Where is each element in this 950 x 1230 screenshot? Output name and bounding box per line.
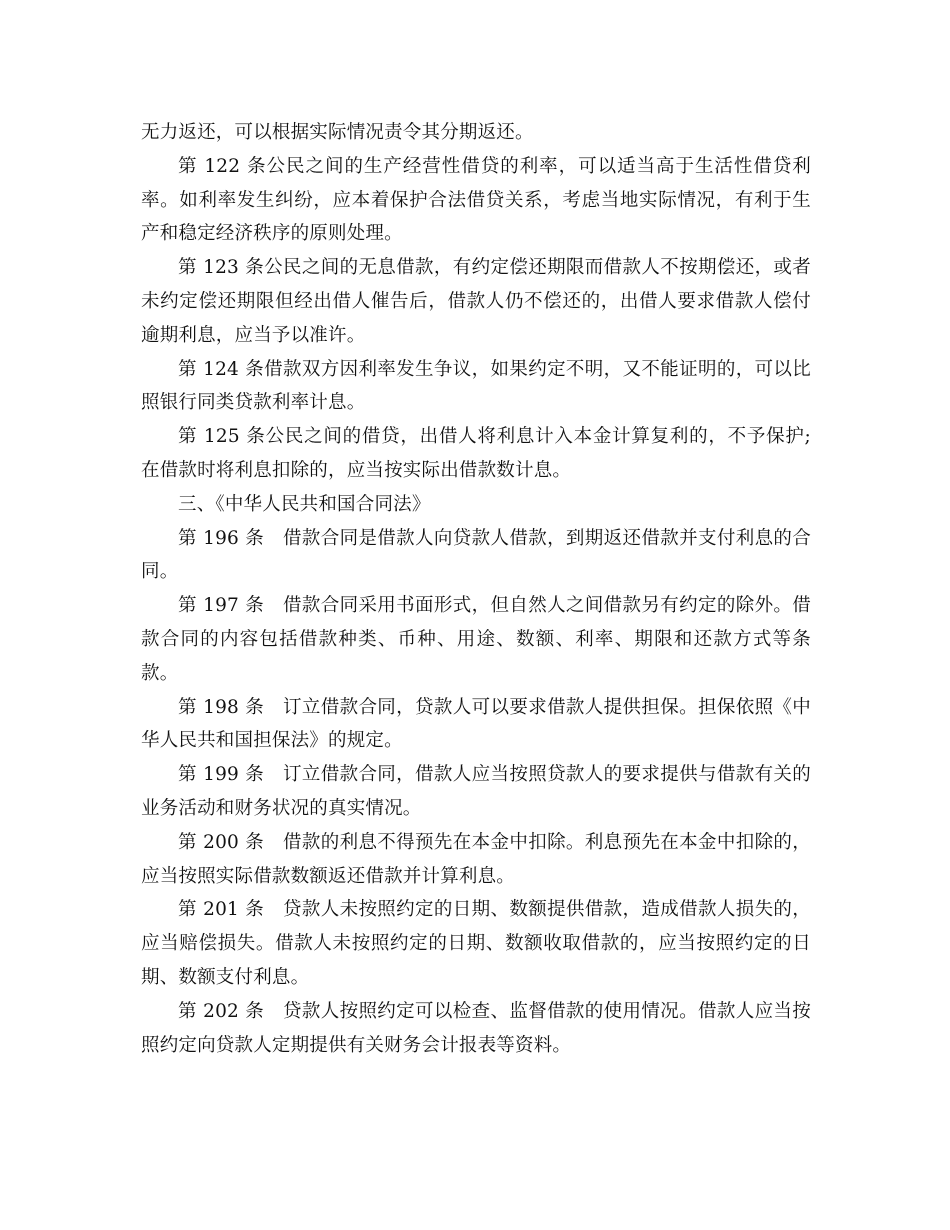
paragraph-article-198: 第 198 条 订立借款合同，贷款人可以要求借款人提供担保。担保依照《中华人民共和国担保法》的规定。 — [141, 696, 811, 752]
paragraph-article-196: 第 196 条 借款合同是借款人向贷款人借款，到期返还借款并支付利息的合同。 — [141, 527, 811, 583]
paragraph-article-199: 第 199 条 订立借款合同，借款人应当按照贷款人的要求提供与借款有关的业务活动和财务状况的真实情况。 — [141, 764, 811, 819]
document-body — [141, 116, 811, 1062]
paragraph-article-124: 第 124 条借款双方因利率发生争议，如果约定不明，又不能证明的，可以比照银行同类贷款利率计息。 — [141, 358, 811, 414]
paragraph-article-123: 第 123 条公民之间的无息借款，有约定偿还期限而借款人不按期偿还，或者未约定偿还期限但经出借人催告后，借款人仍不偿还的，出借人要求借款人偿付逾期利息，应当予以准许。 — [141, 257, 811, 346]
section-heading-contract-law: 三、《中华人民共和国合同法》 — [178, 493, 431, 515]
paragraph-article-201: 第 201 条 贷款人未按照约定的日期、数额提供借款，造成借款人损失的，应当赔偿损失。借款人未按照约定的日期、数额收取借款的，应当按照约定的日期、数额支付利息。 — [141, 899, 811, 988]
paragraph-article-197: 第 197 条 借款合同采用书面形式，但自然人之间借款另有约定的除外。借款合同的内容包括借款种类、币种、用途、数额、利率、期限和还款方式等条款。 — [141, 595, 811, 684]
paragraph-article-125: 第 125 条公民之间的借贷，出借人将利息计入本金计算复利的，不予保护;在借款时将利息扣除的，应当按实际出借款数计息。 — [141, 426, 811, 481]
paragraph-article-200: 第 200 条 借款的利息不得预先在本金中扣除。利息预先在本金中扣除的，应当按照实际借款数额返还借款并计算利息。 — [141, 831, 811, 887]
paragraph-continuation: 无力返还，可以根据实际情况责令其分期返还。 — [141, 122, 534, 143]
paragraph-article-122: 第 122 条公民之间的生产经营性借贷的利率，可以适当高于生活性借贷利率。如利率发生纠纷，应本着保护合法借贷关系，考虑当地实际情况，有利于生产和稳定经济秩序的原则处理。 — [141, 155, 811, 245]
paragraph-article-202: 第 202 条 贷款人按照约定可以检查、监督借款的使用情况。借款人应当按照约定向贷款人定期提供有关财务会计报表等资料。 — [141, 1000, 811, 1056]
